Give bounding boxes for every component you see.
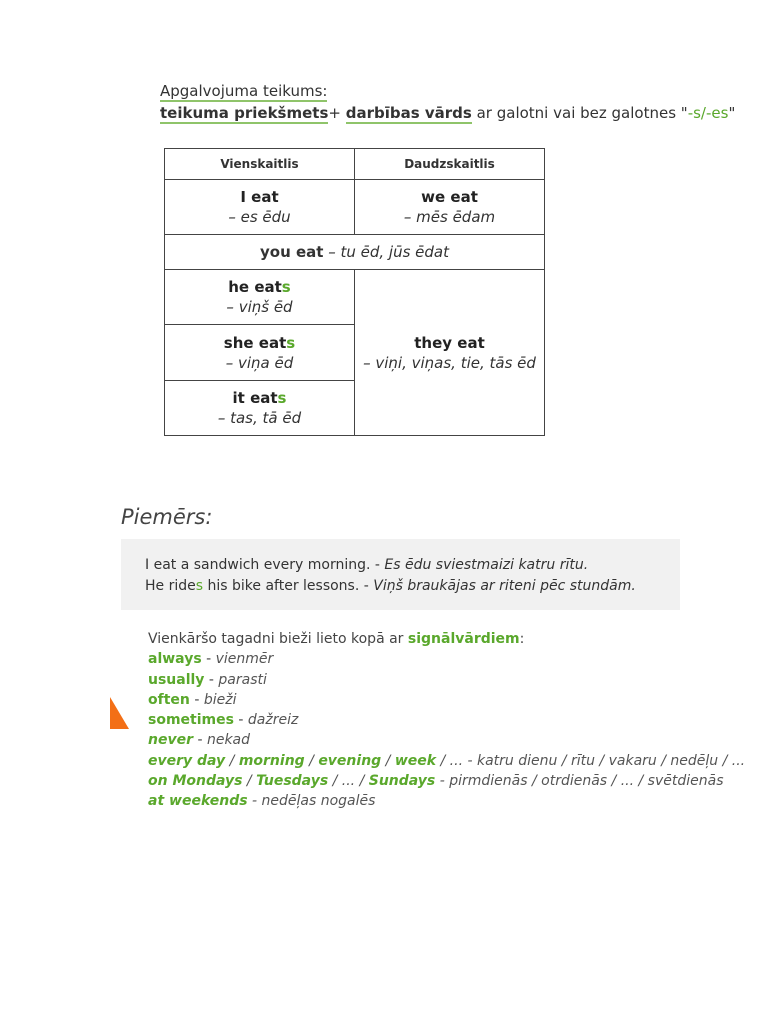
- you-eat-lv: – tu ēd, jūs ēdat: [323, 243, 449, 261]
- i-eat-lv: – es ēdu: [228, 208, 291, 226]
- signal-tuesdays: Tuesdays: [256, 773, 329, 790]
- signal-days-tail: - pirmdienās / otrdienās / ... / svētdienās: [435, 773, 724, 790]
- signal-item: usually - parasti: [148, 671, 267, 688]
- cell-they-eat: [355, 270, 545, 436]
- signal-evening: evening: [318, 752, 382, 769]
- signal-item: sometimes - dažreiz: [148, 712, 299, 729]
- example-1-en: I eat a sandwich every morning.: [145, 557, 371, 573]
- signal-item: often - bieži: [148, 691, 237, 708]
- signal-item: always - vienmēr: [148, 651, 274, 668]
- example-title: Piemērs:: [121, 505, 213, 529]
- it-eat-s: s: [277, 389, 287, 407]
- signal-translation: nekad: [206, 732, 251, 749]
- signal-item-weekends: [148, 791, 745, 811]
- example-row-2: [145, 578, 636, 594]
- signals-intro-colon: :: [519, 631, 525, 647]
- he-eat-lv: – viņš ēd: [226, 298, 293, 316]
- intro-ending: -s/-es: [687, 104, 729, 122]
- signal-translation: parasti: [218, 671, 267, 688]
- signals-intro-text: Vienkāršo tagadni bieži lieto kopā ar: [148, 631, 408, 647]
- cell-i-eat: [165, 180, 355, 235]
- signal-item-days: on Mondays / Tuesdays / ... / Sundays - pirmdienās / otrdienās / ... / svētdienās: [148, 773, 724, 790]
- header-singular: Vienskaitlis: [165, 149, 355, 180]
- signals-intro: [148, 629, 745, 649]
- signal-word: never: [148, 732, 193, 749]
- signal-word: often: [148, 691, 190, 708]
- header-plural: Daudzskaitlis: [355, 149, 545, 180]
- intro-verb: darbības vārds: [345, 104, 472, 122]
- cell-she-eats: [165, 325, 355, 381]
- example-row-1: [145, 557, 588, 573]
- signal-week: week: [394, 752, 437, 769]
- we-eat-en: we eat: [421, 188, 478, 206]
- signals-intro-green: signālvārdiem: [407, 631, 520, 647]
- signal-weekends-tail: - nedēļas nogalēs: [247, 793, 376, 810]
- example-2-sep: -: [359, 578, 374, 594]
- triangle-marker-icon: [110, 697, 129, 729]
- intro-rule: [160, 102, 735, 124]
- signal-every-day: every day: [148, 752, 226, 769]
- example-1-lv: Es ēdu sviestmaizi katru rītu.: [384, 557, 589, 573]
- it-eat-en: it eat: [232, 389, 278, 407]
- she-eat-lv: – viņa ēd: [225, 353, 294, 372]
- example-2-en-a: He ride: [145, 578, 196, 594]
- intro-heading: Apgalvojuma teikums:: [160, 82, 328, 100]
- signal-mondays: on Mondays: [148, 773, 243, 790]
- cell-he-eats: [165, 270, 355, 325]
- signal-translation: dažreiz: [247, 712, 299, 729]
- signal-word: usually: [148, 671, 205, 688]
- signal-translation: vienmēr: [215, 651, 274, 668]
- intro-subject: teikuma priekšmets: [160, 104, 329, 122]
- cell-it-eats: [165, 381, 355, 436]
- intro-rest: ar galotni vai bez galotnes ": [471, 104, 688, 122]
- signal-word: always: [148, 651, 202, 668]
- signal-morning: morning: [238, 752, 305, 769]
- intro-quote-end: ": [728, 104, 736, 122]
- signal-words: [148, 629, 745, 812]
- signal-days-mid: / ... /: [328, 773, 369, 790]
- we-eat-lv: – mēs ēdam: [403, 208, 496, 226]
- signal-weekends: at weekends: [148, 793, 248, 810]
- conjugation-table: [164, 148, 545, 436]
- signal-sundays: Sundays: [368, 773, 436, 790]
- example-1-sep: -: [370, 557, 385, 573]
- intro-plus: +: [328, 104, 341, 122]
- they-eat-lv: – viņi, viņas, tie, tās ēd: [363, 353, 536, 372]
- example-2-lv: Viņš braukājas ar riteni pēc stundām.: [373, 578, 636, 594]
- signal-every-tail: / ... - katru dienu / rītu / vakaru / nedēļu / ...: [436, 752, 746, 769]
- signal-translation: bieži: [203, 691, 237, 708]
- he-eat-en: he eat: [228, 278, 282, 296]
- he-eat-s: s: [281, 278, 291, 296]
- she-eat-en: she eat: [223, 333, 287, 352]
- signal-item: never - nekad: [148, 732, 251, 749]
- cell-we-eat: [355, 180, 545, 235]
- it-eat-lv: – tas, tā ēd: [217, 409, 302, 427]
- intro-block: [160, 80, 735, 124]
- you-eat-en: you eat: [259, 243, 324, 261]
- she-eat-s: s: [286, 333, 296, 352]
- example-box: [121, 539, 680, 610]
- example-2-en-b: his bike after lessons.: [203, 578, 360, 594]
- cell-you-eat: [165, 235, 545, 270]
- example-2-s: s: [195, 578, 204, 594]
- i-eat-en: I eat: [240, 188, 279, 206]
- signal-word: sometimes: [148, 712, 234, 729]
- they-eat-en: they eat: [414, 333, 485, 352]
- signal-item-every: every day / morning / evening / week / ... - katru dienu / rītu / vakaru / nedēļu / ...: [148, 752, 746, 769]
